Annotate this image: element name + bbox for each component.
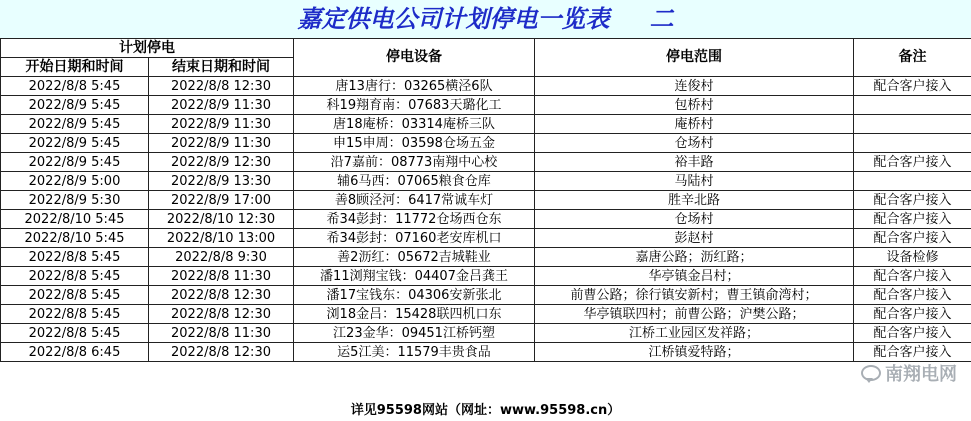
header-start: 开始日期和时间 [1, 58, 149, 77]
cell-end: 2022/8/9 11:30 [149, 96, 294, 115]
cell-note: 配合客户接入 [854, 324, 971, 343]
cell-start: 2022/8/8 5:45 [1, 324, 149, 343]
cell-end: 2022/8/9 17:00 [149, 191, 294, 210]
chat-bubble-icon [861, 365, 881, 381]
cell-end: 2022/8/8 9:30 [149, 248, 294, 267]
header-scope: 停电范围 [535, 39, 854, 77]
table-row [1, 248, 971, 267]
table-row [1, 267, 971, 286]
cell-note: 配合客户接入 [854, 305, 971, 324]
cell-end: 2022/8/10 13:00 [149, 229, 294, 248]
cell-start: 2022/8/9 5:45 [1, 153, 149, 172]
cell-end: 2022/8/8 12:30 [149, 305, 294, 324]
cell-end: 2022/8/8 12:30 [149, 77, 294, 96]
cell-scope: 包桥村 [535, 96, 854, 115]
cell-end: 2022/8/8 11:30 [149, 324, 294, 343]
cell-end: 2022/8/9 13:30 [149, 172, 294, 191]
cell-start: 2022/8/8 5:45 [1, 248, 149, 267]
cell-scope: 江桥工业园区发祥路； [535, 324, 854, 343]
cell-scope: 江桥镇爱特路； [535, 343, 854, 362]
page-title [0, 0, 971, 39]
cell-equipment: 运5江美：11579丰贵食品 [294, 343, 535, 362]
cell-note: 配合客户接入 [854, 267, 971, 286]
cell-scope: 嘉唐公路；沥红路； [535, 248, 854, 267]
cell-end: 2022/8/8 11:30 [149, 267, 294, 286]
watermark [861, 360, 957, 386]
table-row [1, 191, 971, 210]
table-row [1, 305, 971, 324]
cell-end: 2022/8/9 11:30 [149, 134, 294, 153]
cell-end: 2022/8/9 12:30 [149, 153, 294, 172]
cell-scope: 仓场村 [535, 134, 854, 153]
cell-equipment: 希34彭封：11772仓场西仓东 [294, 210, 535, 229]
cell-end: 2022/8/10 12:30 [149, 210, 294, 229]
cell-equipment: 浏18金吕：15428联四机口东 [294, 305, 535, 324]
title-text: 嘉定供电公司计划停电一览表 [297, 4, 610, 33]
title-suffix: 二 [649, 4, 674, 33]
cell-start: 2022/8/9 5:00 [1, 172, 149, 191]
cell-scope: 裕丰路 [535, 153, 854, 172]
cell-start: 2022/8/8 6:45 [1, 343, 149, 362]
outage-table [0, 38, 971, 362]
cell-start: 2022/8/9 5:45 [1, 96, 149, 115]
cell-equipment: 希34彭封：07160老安库机口 [294, 229, 535, 248]
cell-note [854, 115, 971, 134]
cell-start: 2022/8/9 5:45 [1, 134, 149, 153]
cell-note: 配合客户接入 [854, 210, 971, 229]
header-plan-group: 计划停电 [1, 39, 294, 58]
cell-equipment: 善2沥红：05672吉城鞋业 [294, 248, 535, 267]
cell-start: 2022/8/8 5:45 [1, 305, 149, 324]
cell-scope: 马陆村 [535, 172, 854, 191]
table-row [1, 229, 971, 248]
cell-note: 设备检修 [854, 248, 971, 267]
table-row [1, 96, 971, 115]
cell-equipment: 沿7嘉前：08773南翔中心校 [294, 153, 535, 172]
table-row [1, 172, 971, 191]
cell-scope: 连俊村 [535, 77, 854, 96]
table-row [1, 115, 971, 134]
cell-equipment: 唐18庵桥：03314庵桥三队 [294, 115, 535, 134]
cell-scope: 华亭镇金吕村； [535, 267, 854, 286]
table-row [1, 134, 971, 153]
cell-scope: 华亭镇联四村；前曹公路；沪樊公路； [535, 305, 854, 324]
cell-equipment: 善8顾泾河：6417常诚车灯 [294, 191, 535, 210]
cell-scope: 前曹公路；徐行镇安新村；曹王镇俞湾村； [535, 286, 854, 305]
cell-equipment: 潘17宝钱东：04306安新张北 [294, 286, 535, 305]
cell-note: 配合客户接入 [854, 191, 971, 210]
cell-note [854, 96, 971, 115]
cell-start: 2022/8/8 5:45 [1, 267, 149, 286]
cell-end: 2022/8/8 12:30 [149, 286, 294, 305]
cell-note: 配合客户接入 [854, 343, 971, 362]
table-row [1, 77, 971, 96]
cell-note: 配合客户接入 [854, 286, 971, 305]
header-equipment: 停电设备 [294, 39, 535, 77]
watermark-text: 南翔电网 [885, 364, 957, 385]
table-row [1, 286, 971, 305]
cell-equipment: 辅6马西：07065粮食仓库 [294, 172, 535, 191]
cell-scope: 仓场村 [535, 210, 854, 229]
cell-equipment: 唐13唐行：03265横泾6队 [294, 77, 535, 96]
header-end: 结束日期和时间 [149, 58, 294, 77]
cell-equipment: 江23金华：09451江桥钙塑 [294, 324, 535, 343]
cell-end: 2022/8/9 11:30 [149, 115, 294, 134]
table-row [1, 153, 971, 172]
cell-start: 2022/8/9 5:30 [1, 191, 149, 210]
table-row [1, 210, 971, 229]
cell-note: 配合客户接入 [854, 77, 971, 96]
cell-note: 配合客户接入 [854, 229, 971, 248]
cell-start: 2022/8/10 5:45 [1, 229, 149, 248]
cell-start: 2022/8/9 5:45 [1, 115, 149, 134]
cell-start: 2022/8/8 5:45 [1, 286, 149, 305]
table-row [1, 343, 971, 362]
cell-equipment: 科19翔育南：07683天璐化工 [294, 96, 535, 115]
cell-note: 配合客户接入 [854, 153, 971, 172]
cell-note [854, 172, 971, 191]
cell-start: 2022/8/10 5:45 [1, 210, 149, 229]
cell-scope: 胜辛北路 [535, 191, 854, 210]
cell-equipment: 潘11浏翔宝钱：04407金吕龚王 [294, 267, 535, 286]
cell-scope: 彭赵村 [535, 229, 854, 248]
footer-note: 详见95598网站（网址：www.95598.cn） [350, 403, 621, 418]
cell-scope: 庵桥村 [535, 115, 854, 134]
header-note: 备注 [854, 39, 971, 77]
header-row-top [1, 39, 971, 58]
cell-start: 2022/8/8 5:45 [1, 77, 149, 96]
cell-end: 2022/8/8 12:30 [149, 343, 294, 362]
cell-equipment: 申15申周：03598仓场五金 [294, 134, 535, 153]
table-row [1, 324, 971, 343]
cell-note [854, 134, 971, 153]
table-body [1, 77, 971, 362]
